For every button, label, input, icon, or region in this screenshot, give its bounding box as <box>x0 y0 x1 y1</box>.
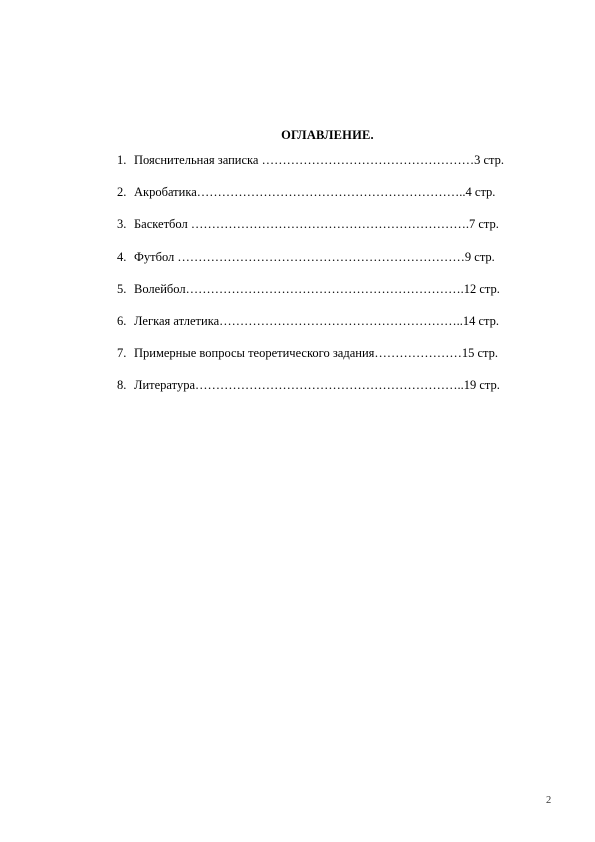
toc-entry-text: Волейбол………………………………………………………….12 стр. <box>134 281 500 296</box>
page-number: 2 <box>546 795 552 806</box>
toc-entry <box>117 377 547 409</box>
toc-entry-text: Баскетбол ………………………………………………………….7 стр. <box>134 217 499 232</box>
toc-entry <box>117 184 547 216</box>
toc-entry-text: Акробатика………………………………………………………..4 стр. <box>134 185 496 200</box>
toc-entry-number: 6. <box>117 313 127 328</box>
toc-entry-number: 4. <box>117 249 127 264</box>
toc-entry-text: Литература………………………………………………………..19 стр. <box>134 378 500 393</box>
toc-entry-number: 5. <box>117 281 127 296</box>
toc-entry <box>117 249 547 281</box>
toc-entry-number: 2. <box>117 185 127 200</box>
toc-entry-text: Пояснительная записка ……………………………………………3 стр. <box>134 153 504 167</box>
toc-entry <box>117 216 547 248</box>
toc-entry-text: Легкая атлетика…………………………………………………..14 стр. <box>134 313 500 328</box>
toc-entry-number: 7. <box>117 346 127 361</box>
toc-title: ОГЛАВЛЕНИЕ. <box>281 128 374 142</box>
toc-entry-number: 1. <box>117 153 127 167</box>
table-of-contents <box>117 152 547 410</box>
toc-entry <box>117 345 547 377</box>
toc-entry-number: 8. <box>117 378 127 393</box>
toc-entry-text: Примерные вопросы теоретического задания…………………15 стр. <box>134 346 499 361</box>
toc-entry-text: Футбол ……………………………………………………………9 стр. <box>134 249 495 264</box>
toc-entry <box>117 313 547 345</box>
toc-entry <box>117 152 547 184</box>
toc-entry-number: 3. <box>117 217 127 232</box>
toc-entry <box>117 281 547 313</box>
